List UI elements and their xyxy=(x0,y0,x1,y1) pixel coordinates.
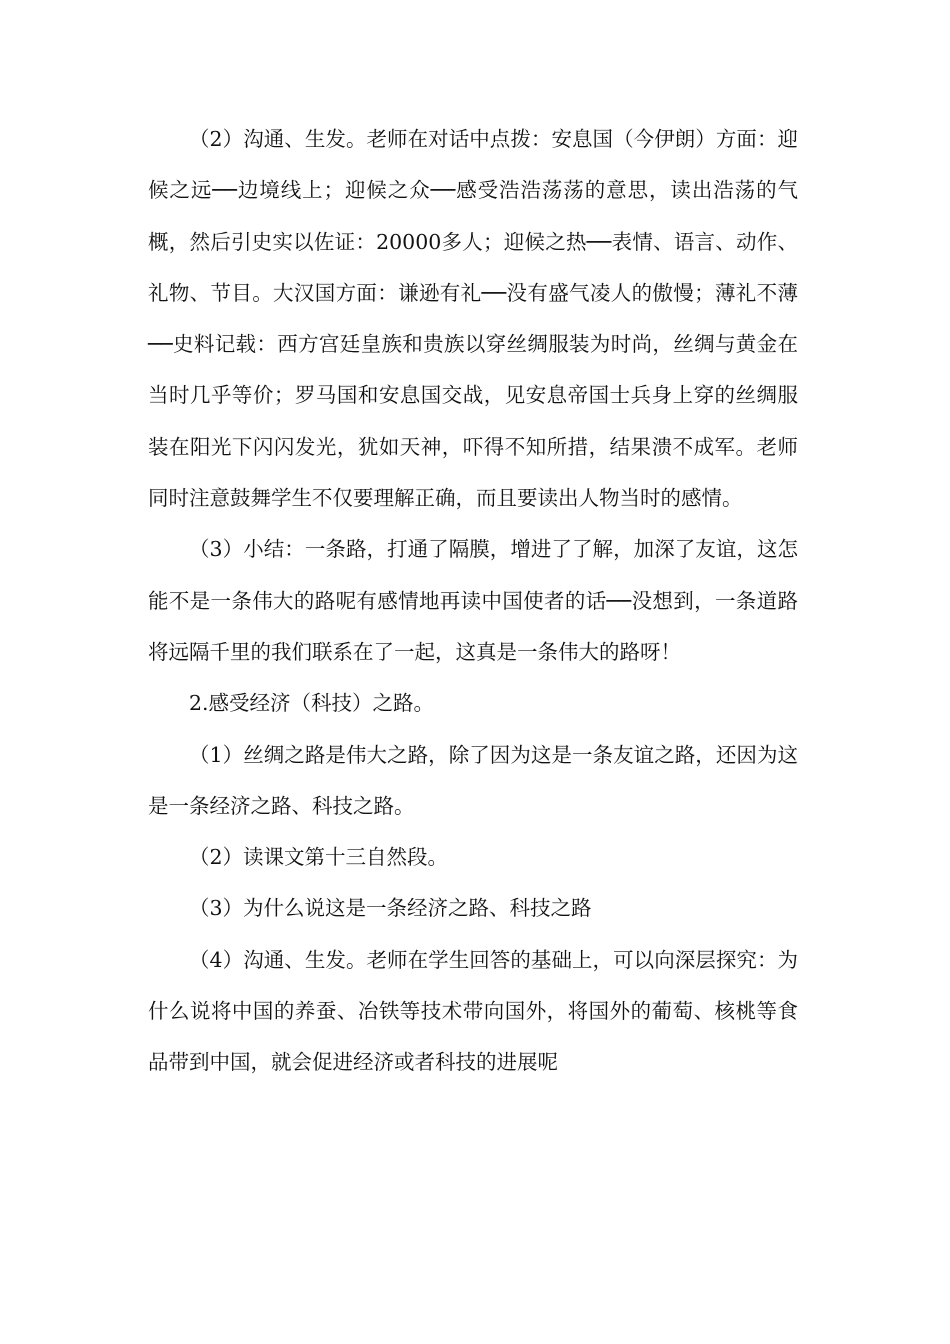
document-body xyxy=(148,114,798,1089)
paragraph-summary: （3）小结：一条路，打通了隔膜，增进了了解，加深了友谊，这怎能不是一条伟大的路呢有感情地再读中国使者的话──没想到，一条道路将远隔千里的我们联系在了一起，这真是一条伟大的路呀！ xyxy=(148,537,798,664)
section-heading-economy-road: 2.感受经济（科技）之路。 xyxy=(189,691,435,716)
paragraph-economy-2: （2）读课文第十三自然段。 xyxy=(189,845,449,870)
paragraph-economy-4: （4）沟通、生发。老师在学生回答的基础上，可以向深层探究：为什么说将中国的养蚕、冶铁等技术带向国外，将国外的葡萄、核桃等食品带到中国，就会促进经济或者科技的进展呢 xyxy=(148,947,798,1075)
paragraph-economy-3: （3）为什么说这是一条经济之路、科技之路 xyxy=(189,896,592,921)
paragraph-economy-1: （1）丝绸之路是伟大之路，除了因为这是一条友谊之路，还因为这是一条经济之路、科技之路。 xyxy=(148,742,798,818)
paragraph-communication-1: （2）沟通、生发。老师在对话中点拨：安息国（今伊朗）方面：迎候之远──边境线上；迎候之众──感受浩浩荡荡的意思，读出浩荡的气概，然后引史实以佐证：20000多人；迎候之热──表情、语言、动作、礼物、节目。大汉国方面：谦逊有礼──没有盛气凌人的傲慢；薄礼不薄──史料记载：西方宫廷皇族和贵族以穿丝绸服装为时尚，丝绸与黄金在当时几乎等价；罗马国和安息国交战，见安息帝国士兵身上穿的丝绸服装在阳光下闪闪发光，犹如天神，吓得不知所措，结果溃不成军。老师同时注意鼓舞学生不仅要理解正确，而且要读出人物当时的感情。 xyxy=(148,127,798,511)
